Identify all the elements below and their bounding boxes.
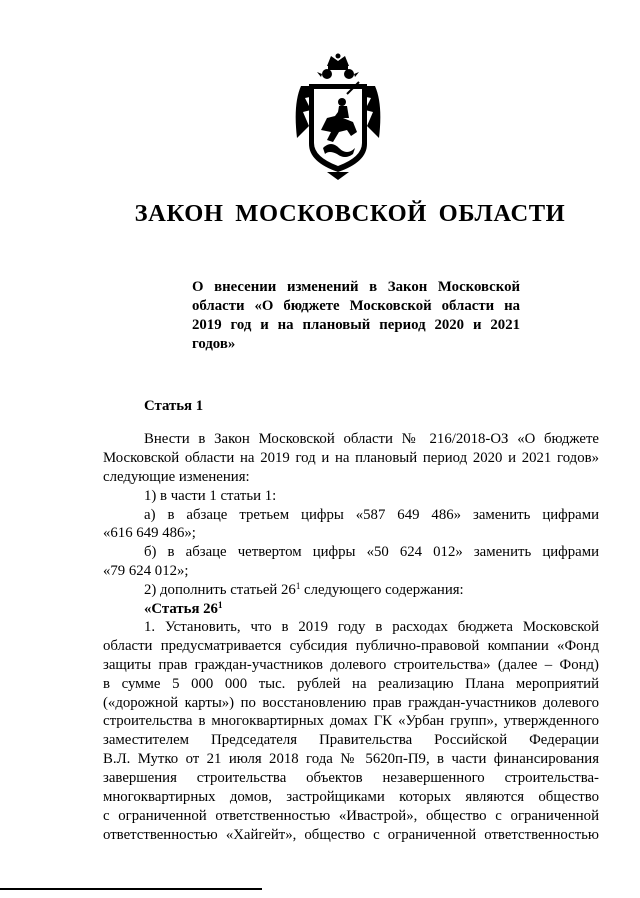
article-body [103, 430, 599, 619]
superscript: 1 [295, 581, 301, 592]
intro-line: Московской области на 2019 год и на плановый период 2020 и 2021 годов» [103, 449, 599, 466]
superscript: 1 [217, 600, 223, 611]
law-subject [192, 278, 520, 354]
new-article-heading [103, 600, 599, 619]
paragraph-line: ответственностью «Хайгейт», общество с ограниченной ответственностью [103, 826, 599, 843]
paragraph-line: заместителем Председателя Правительства Российской Федерации [103, 732, 599, 749]
list-item [103, 581, 599, 600]
list-item-continuation: «79 624 012»; [103, 563, 189, 580]
list-item-text: 2) дополнить статьей 26 [144, 582, 296, 599]
paragraph-line: с ограниченной ответственностью «Ивастрой», общество с ограниченной [103, 807, 599, 824]
law-subject-line: годов» [192, 336, 236, 352]
paragraph-line: строительства в многоквартирных домах ГК «Урбан групп», утвержденного [103, 713, 599, 730]
law-title: ЗАКОН МОСКОВСКОЙ ОБЛАСТИ [134, 200, 566, 227]
law-subject-line: О внесении изменений в Закон Московской [192, 279, 520, 295]
list-item-continuation: «616 649 486»; [103, 525, 196, 542]
paragraph-line: («дорожной карты») по восстановлению прав граждан-участников долевого [103, 694, 599, 711]
paragraph-line: многоквартирных домов, застройщиками которых являются общество [103, 789, 599, 806]
paragraph-line: в сумме 5 000 000 тыс. рублей на реализацию Плана мероприятий [103, 675, 599, 692]
paragraph-line: защиты прав граждан-участников долевого строительства» (далее – Фонд) [103, 656, 599, 673]
list-item: а) в абзаце третьем цифры «587 649 486» заменить цифрами [144, 506, 599, 523]
article-heading: Статья 1 [144, 398, 204, 414]
paragraph-line: области предусматривается субсидия публично-правовой компании «Фонд [103, 637, 599, 654]
new-article-heading-text: «Статья 26 [144, 601, 218, 618]
list-item: б) в абзаце четвертом цифры «50 624 012» заменить цифрами [144, 544, 599, 561]
law-subject-line: области «О бюджете Московской области на [192, 298, 520, 314]
footer-rule [0, 888, 262, 890]
intro-line: Внести в Закон Московской области № 216/2018-ОЗ «О бюджете [144, 431, 599, 447]
paragraph-line: завершения строительства объектов незавершенного строительства- [103, 770, 599, 787]
intro-line: следующие изменения: [103, 468, 250, 485]
paragraph-1 [103, 618, 599, 845]
list-item: 1) в части 1 статьи 1: [144, 487, 277, 504]
list-item-text: следующего содержания: [300, 582, 464, 599]
law-subject-line: 2019 год и на плановый период 2020 и 2021 [192, 317, 520, 333]
moscow-oblast-coat-of-arms-icon [287, 52, 389, 180]
paragraph-line: В.Л. Мутко от 21 июля 2018 года № 5620п-П9, в части финансирования [103, 751, 599, 768]
paragraph-line: 1. Установить, что в 2019 году в расходах бюджета Московской [144, 619, 599, 635]
